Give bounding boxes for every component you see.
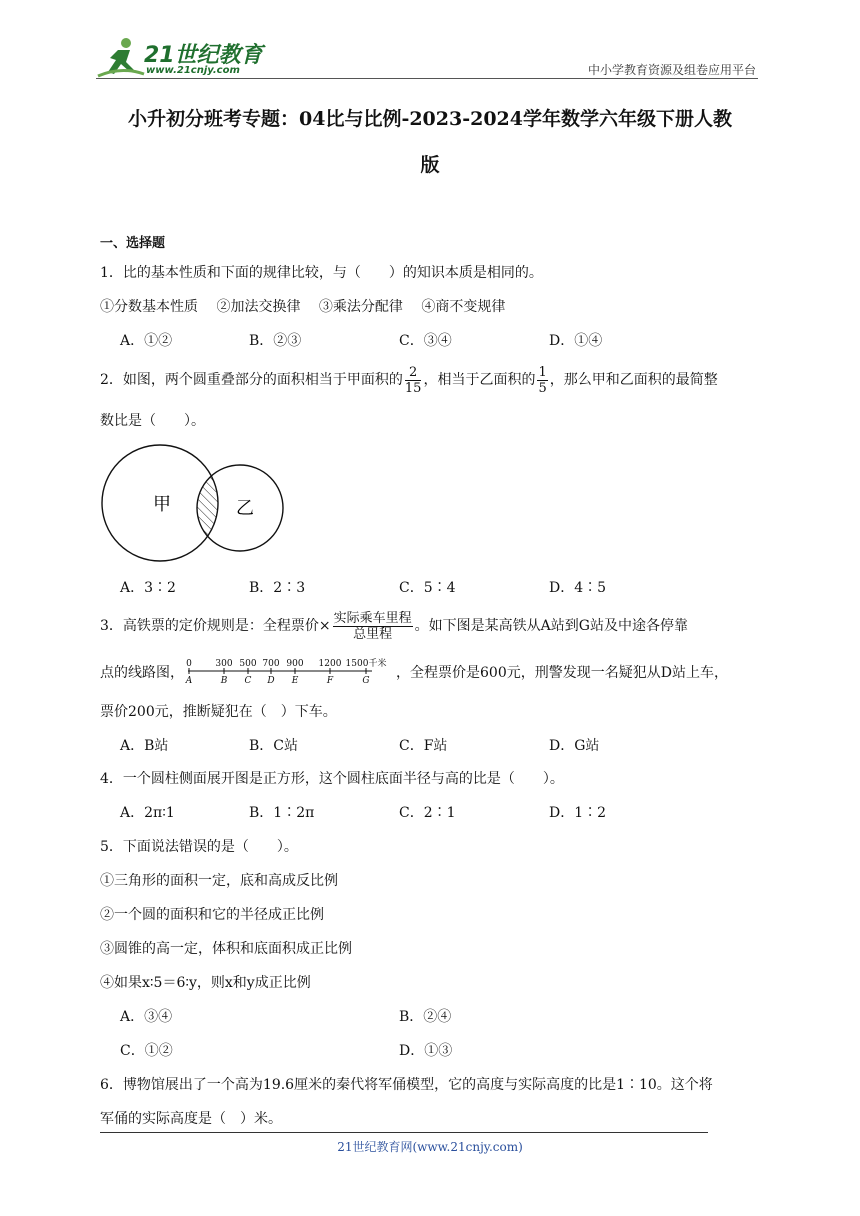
route-station-label: A bbox=[185, 676, 193, 686]
q2-option-c[interactable]: C．5∶4 bbox=[399, 580, 456, 596]
route-diagram bbox=[184, 654, 409, 688]
route-km-label: 900 bbox=[286, 659, 304, 669]
title-line-2: 版 bbox=[420, 154, 440, 176]
header-platform-text: 中小学教育资源及组卷应用平台 bbox=[587, 63, 756, 77]
q1-stem: 1．比的基本性质和下面的规律比较，与（ ）的知识本质是相同的。 bbox=[100, 265, 543, 281]
q2-option-a[interactable]: A．3∶2 bbox=[120, 580, 176, 596]
q2-option-b[interactable]: B．2∶3 bbox=[249, 580, 306, 596]
q2-frac1-den: 15 bbox=[404, 380, 422, 396]
q2-frac1-num: 2 bbox=[405, 365, 422, 381]
logo-text: 21世纪教育 bbox=[144, 43, 263, 68]
header-logo bbox=[96, 36, 266, 80]
q2-text-1: 2．如图，两个圆重叠部分的面积相当于甲面积的 bbox=[100, 372, 403, 388]
header-divider bbox=[96, 78, 758, 79]
label-jia: 甲 bbox=[153, 494, 171, 515]
q3-formula-fraction bbox=[333, 611, 413, 642]
q5-option-c[interactable]: C．①② bbox=[120, 1043, 173, 1059]
q3-stem bbox=[100, 606, 688, 646]
q4-stem: 4．一个圆柱侧面展开图是正方形，这个圆柱底面半径与高的比是（ ）。 bbox=[100, 771, 564, 787]
runner-logo-icon bbox=[96, 36, 146, 80]
route-station-label: C bbox=[244, 676, 252, 686]
q1-option-c[interactable]: C．③④ bbox=[399, 333, 452, 349]
q5-statement-1: ①三角形的面积一定，底和高成反比例 bbox=[100, 873, 338, 889]
section-heading: 一、选择题 bbox=[100, 236, 166, 251]
q4-option-d[interactable]: D．1∶2 bbox=[549, 805, 607, 821]
q6-stem-line-1: 6．博物馆展出了一个高为19.6厘米的秦代将军俑模型，它的高度与实际高度的比是1∶10。这个将 bbox=[100, 1077, 713, 1093]
q2-frac2-num: 1 bbox=[538, 364, 547, 380]
q4-option-a[interactable]: A．2π∶1 bbox=[120, 805, 175, 821]
q1-option-b[interactable]: B．②③ bbox=[249, 333, 302, 349]
route-station-label: G bbox=[362, 676, 370, 686]
q5-option-b[interactable]: B．②④ bbox=[399, 1009, 452, 1025]
q1-option-d[interactable]: D．①④ bbox=[549, 333, 603, 349]
q3-stem-line-3: 票价200元，推断疑犯在（ ）下车。 bbox=[100, 704, 337, 720]
route-km-label: 1200 bbox=[318, 659, 342, 669]
q6-stem-line-2: 军俑的实际高度是（ ）米。 bbox=[100, 1111, 282, 1127]
q2-stem bbox=[100, 362, 718, 398]
q2-option-d[interactable]: D．4∶5 bbox=[549, 580, 607, 596]
q3-line2-a: 点的线路图， bbox=[100, 665, 184, 681]
q1-items: ①分数基本性质 ②加法交换律 ③乘法分配律 ④商不变规律 bbox=[100, 299, 506, 315]
q4-option-c[interactable]: C．2∶1 bbox=[399, 805, 456, 821]
title-line-1: 小升初分班考专题：04比与比例-2023-2024学年数学六年级下册人教 bbox=[128, 108, 732, 130]
q3-option-a[interactable]: A．B站 bbox=[120, 738, 169, 754]
q2-fraction-1 bbox=[405, 365, 422, 396]
q4-option-b[interactable]: B．1∶2π bbox=[249, 805, 315, 821]
q1-option-a[interactable]: A．①② bbox=[120, 333, 173, 349]
q5-option-d[interactable]: D．①③ bbox=[399, 1043, 453, 1059]
q2-stem-line-2: 数比是（ ）。 bbox=[100, 413, 205, 429]
logo-url: www.21cnjy.com bbox=[146, 65, 240, 76]
venn-diagram bbox=[98, 442, 288, 566]
q3-formula-num: 实际乘车里程 bbox=[333, 610, 412, 626]
route-station-label: B bbox=[220, 676, 228, 686]
q3-stem-line-2 bbox=[100, 663, 184, 683]
q3-option-d[interactable]: D．G站 bbox=[549, 738, 600, 754]
route-km-label: 700 bbox=[262, 659, 280, 669]
route-km-label: 300 bbox=[215, 659, 233, 669]
q2-text-2: ，相当于乙面积的 bbox=[423, 372, 536, 388]
route-km-label: 0 bbox=[186, 659, 192, 669]
route-station-label: D bbox=[267, 676, 275, 686]
page-title bbox=[100, 96, 760, 188]
q5-statement-2: ②一个圆的面积和它的半径成正比例 bbox=[100, 907, 324, 923]
q5-statement-4: ④如果x∶5＝6∶y，则x和y成正比例 bbox=[100, 975, 311, 991]
q3-text-2: 。如下图是某高铁从A站到G站及中途各停靠 bbox=[414, 618, 688, 634]
q5-option-a[interactable]: A．③④ bbox=[120, 1009, 173, 1025]
q3-option-c[interactable]: C．F站 bbox=[399, 738, 448, 754]
route-km-label: 500 bbox=[239, 659, 257, 669]
q2-fraction-2 bbox=[537, 365, 547, 396]
q3-text-1: 3．高铁票的定价规则是： bbox=[100, 618, 263, 634]
q5-statement-3: ③圆锥的高一定，体积和底面积成正比例 bbox=[100, 941, 352, 957]
footer-text: 21世纪教育网(www.21cnjy.com) bbox=[337, 1140, 523, 1154]
footer-divider bbox=[100, 1132, 708, 1133]
route-station-label: E bbox=[291, 676, 299, 686]
q3-formula-den: 总里程 bbox=[353, 626, 393, 642]
q3-line2-b: ，全程票价是600元，刑警发现一名疑犯从D站上车， bbox=[396, 665, 728, 681]
q5-stem: 5．下面说法错误的是（ ）。 bbox=[100, 839, 298, 855]
q2-frac2-den: 5 bbox=[538, 380, 547, 396]
q3-formula-left: 全程票价× bbox=[262, 618, 331, 634]
q2-text-3: ，那么甲和乙面积的最简整 bbox=[549, 372, 718, 388]
label-yi: 乙 bbox=[236, 498, 254, 519]
q3-option-b[interactable]: B．C站 bbox=[249, 738, 298, 754]
route-km-label: 1500千米 bbox=[345, 659, 387, 669]
route-station-label: F bbox=[326, 676, 334, 686]
